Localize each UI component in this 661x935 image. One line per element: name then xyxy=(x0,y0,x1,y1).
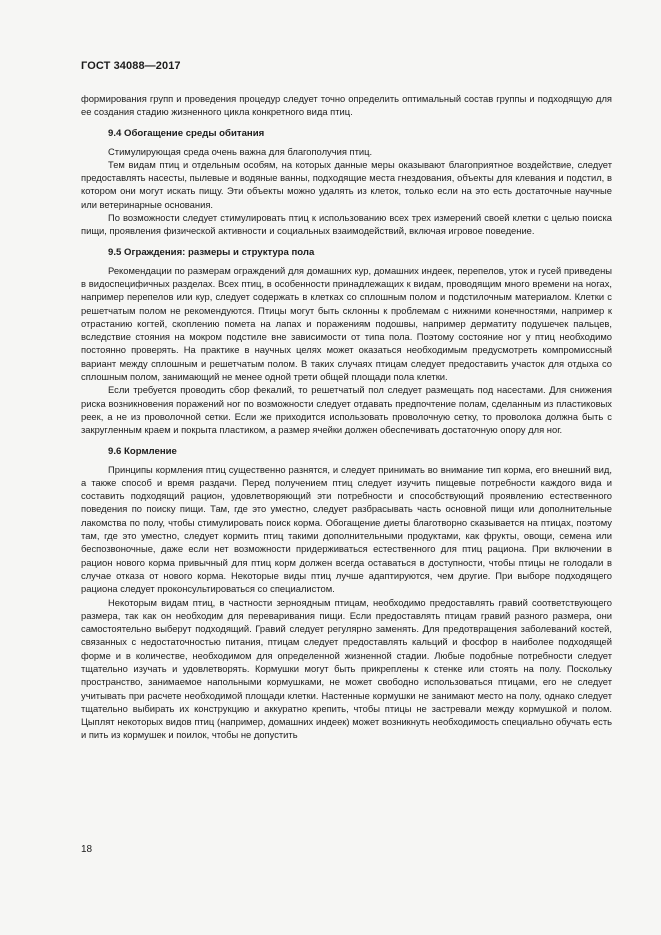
paragraph: Стимулирующая среда очень важна для благополучия птиц. xyxy=(108,145,373,157)
document-body xyxy=(81,92,612,742)
paragraph: Принципы кормления птиц существенно разнятся, и следует принимать во внимание тип корма, его внешний вид, а также способ и время раздачи. Перед получением птиц следует изучить пищевые потребности каждого вида и составить подходящий рацион, удовлетворяющий эти потребности и способствующий проявлению естественного поведения по поиску пищи. Там, где это уместно, следует разбрасывать часть основной пищи или дополнительные лакомства по полу, чтобы стимулировать поиск корма. Обогащение диеты благотворно сказывается на птицах, поэтому там, где это уместно, следует кормить птиц такими дополнительными продуктами, как фрукты, овощи, семена или беспозвоночные, даже если нет возможности придерживаться естественного для птиц рациона. При включении в рацион нового корма привычный для птиц корм должен всегда оставаться в доступности, чтобы птицы не голодали в случае отказа от нового корма. Некоторые виды птиц лучше адаптируются, чем другие. При выборе подходящего рациона следует проконсультироваться со специалистом. xyxy=(81,463,612,595)
section-heading-9-5: 9.5 Ограждения: размеры и структура пола xyxy=(108,246,315,258)
paragraph: Рекомендации по размерам ограждений для домашних кур, домашних индеек, перепелов, уток и гусей приведены в видоспецифичных разделах. Всех птиц, в особенности принадлежащих к видам, проводящим много времени на ногах, например перепелов или кур, следует содержать в клетках со сплошным полом и подстилочным материалом. Клетки с решетчатым полом не рекомендуются. Птицы могут быть склонны к проблемам с нижними конечностями, например к отрастанию когтей, скоплению помета на лапах и поражениям подошвы, например дерматиту подушечек пальцев, вследствие стояния на мокром подстиле вне зависимости от типа пола. Поэтому состояние ног у птиц необходимо постоянно проверять. На практике в научных целях может оказаться необходимым предусмотреть компромиссный вариант между сплошным и решетчатым полом. В таких случаях птицам следует предоставить участок для отдыха со сплошным полом, занимающий не менее одной трети общей площади пола клетки. xyxy=(81,264,612,383)
page-number: 18 xyxy=(81,844,93,855)
paragraph: Некоторым видам птиц, в частности зерноядным птицам, необходимо предоставлять гравий соответствующего размера, так как он необходим для переваривания пищи. Если предоставлять птицам гравий разного размера, они самостоятельно выберут подходящий. Гравий следует регулярно заменять. Для предотвращения заболеваний костей, связанных с недостаточностью питания, птицам следует предоставлять кальций и фосфор в наиболее подходящей форме и в количестве, необходимом для определенной жизненной стадии. Любые подобные потребности следует тщательно изучать и удовлетворять. Кормушки могут быть прикреплены к стенке или стоять на полу. Поскольку пространство, занимаемое напольными кормушками, не может свободно использоваться птицами, его не следует учитывать при расчете необходимой площади клетки. Настенные кормушки не занимают место на полу, однако следует тщательно выбирать их конструкцию и аккуратно крепить, чтобы птицы не застревали между кормушкой и полом. Цыплят некоторых видов птиц (например, домашних индеек) может возникнуть необходимость специально обучать есть и пить из кормушек и поилок, чтобы не допустить xyxy=(81,596,612,741)
section-heading-9-6: 9.6 Кормление xyxy=(108,445,177,457)
paragraph: По возможности следует стимулировать птиц к использованию всех трех измерений своей клетки с целью поиска пищи, проявления физической активности и социальных взаимодействий, включая игровое поведение. xyxy=(81,212,612,237)
section-heading-9-4: 9.4 Обогащение среды обитания xyxy=(108,127,265,139)
paragraph: Тем видам птиц и отдельным особям, на которых данные меры оказывают благоприятное воздействие, следует предоставлять насесты, пылевые и водяные ванны, подходящие места гнездования, объекты для клевания и подстил, в котором они могут искать пищу. Эти объекты можно удалять из клеток, только если на это есть достаточные научные или ветеринарные основания. xyxy=(81,158,612,210)
paragraph-continuation: формирования групп и проведения процедур следует точно определить оптимальный состав группы и подходящую для ее создания стадию жизненного цикла конкретного вида птиц. xyxy=(81,93,612,118)
paragraph: Если требуется проводить сбор фекалий, то решетчатый пол следует размещать под насестами. Для снижения риска возникновения поражений ног по возможности следует отдавать предпочтение полам, сделанным из пластиковых реек, а не из проволочной сетки. Если же приходится использовать проволочную сетку, то проволока должна быть с закругленным краем и покрыта пластиком, а размер ячейки должен обеспечивать достаточную опору для ног. xyxy=(81,384,612,436)
document-header: ГОСТ 34088—2017 xyxy=(81,60,181,72)
